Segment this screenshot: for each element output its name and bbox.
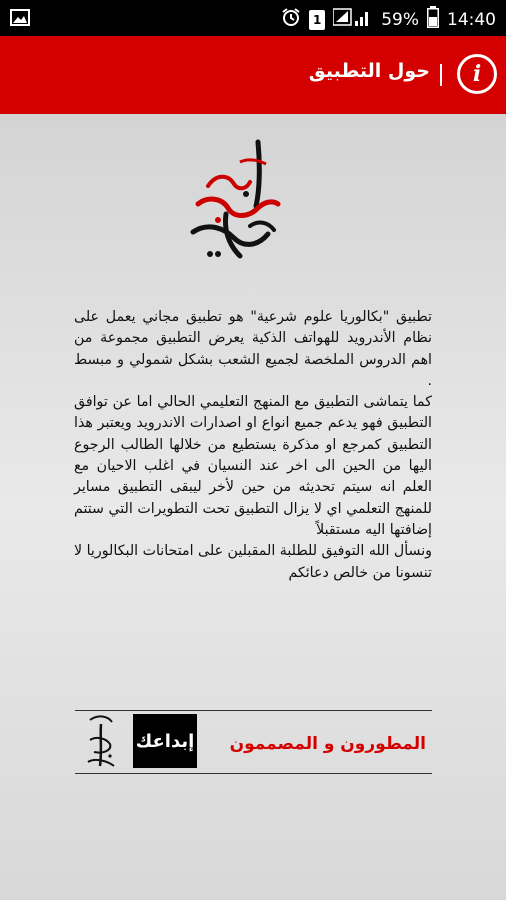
info-icon[interactable]: i (457, 54, 497, 94)
status-bar (0, 0, 506, 36)
footer-divider-top (75, 710, 432, 711)
about-paragraph-closing: ونسأل الله التوفيق للطلبة المقبلين على امتحانات البكالوريا لا تنسونا من خالص دعائكم (74, 543, 432, 581)
about-description (74, 307, 432, 584)
app-logo (188, 134, 288, 269)
clock-time: 14:40 (447, 9, 496, 30)
sim-icon: 1 (309, 10, 325, 30)
battery-percent: 59% (381, 9, 419, 30)
battery-icon (427, 6, 439, 33)
credits-label: المطورون و المصممون (229, 734, 426, 754)
about-content (0, 114, 506, 900)
signal-icon (333, 7, 373, 32)
image-icon (10, 9, 30, 30)
app-bar (0, 36, 506, 114)
page-title: حول التطبيق (308, 60, 430, 82)
alarm-icon (281, 7, 301, 32)
developer-calligraphy-logo (84, 710, 118, 774)
about-paragraph-compat: كما يتماشى التطبيق مع المنهج التعليمي الحالي اما عن توافق التطبيق فهو يدعم جميع انواع او اصدارات الاندرويد ويعتبر هذا التطبيق كمرجع او مذكرة يستطيع من خلالها الطالب الرجوع اليها من الحين الى اخر عند النسيان في اغلب الاحيان مع العلم انه سيتم تحديثه من حين لأخر ليبقى التطبيق مساير للمنهج التعلمي اي لا يزال التطبيق تحت التطويرات التي ستتم إضافتها اليه مستقبلاً (74, 394, 432, 538)
about-paragraph-intro: تطبيق "بكالوريا علوم شرعية" هو تطبيق مجاني يعمل على نظام الأندرويد للهواتف الذكية يعرض التطبيق مجموعة من اهم الدروس الملخصة لجميع الشعب بشكل شمولي و مبسط . (74, 309, 432, 389)
footer-divider-bottom (75, 773, 432, 774)
developer-brand-logo: إبداعك (133, 714, 197, 768)
title-divider (440, 64, 442, 86)
